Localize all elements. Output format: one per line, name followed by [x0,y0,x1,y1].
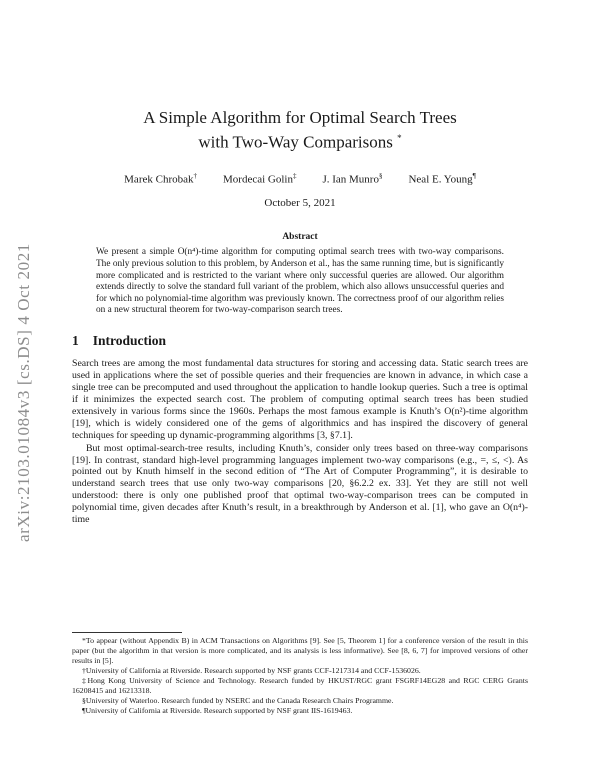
footnote-golin: ‡Hong Kong University of Science and Technology. Research funded by HKUST/RGC grant FSGRF14EG28 and RGC CERG Grants 16208415 and 16213318. [72,676,528,695]
title-line-2: with Two-Way Comparisons [198,132,393,152]
author-mark: ¶ [472,171,476,180]
author-chrobak [124,172,197,186]
author-name: Mordecai Golin [223,173,293,186]
author-munro [322,172,382,186]
author-list [72,172,528,186]
publication-date: October 5, 2021 [264,197,336,210]
footnote-title: *To appear (without Appendix B) in ACM Transactions on Algorithms [9]. See [5, Theorem 1] for a conference version of the result in this paper (but the algorithm in that version is more complicated, and its analysis is less informative). See [8, 6, 7] for improved versions of other results in [5]. [72,636,528,665]
footnote-divider [72,632,182,633]
footnote-chrobak: †University of California at Riverside. Research supported by NSF grants CCF-1217314 and CCF-1536026. [82,666,421,675]
author-golin [223,172,296,186]
author-mark: † [193,171,197,180]
author-name: Neal E. Young [408,173,473,186]
footnote-young: ¶University of California at Riverside. Research supported by NSF grant IIS-1619463. [82,706,353,715]
intro-paragraph-1: Search trees are among the most fundamental data structures for storing and accessing data. Static search trees are used in applications where the set of possible queries and their frequencies are known in advance, in which case a single tree can be precomputed and used throughout the application to handle lookup queries. Such a tree is optimal if it minimizes the expected search cost. The problem of computing optimal search trees has been studied extensively in various forms since the 1960s. Perhaps the most famous example is Knuth’s O(n²)-time algorithm [19], which is widely considered one of the gems of algorithmics and has inspired the discovery of general techniques for speeding up dynamic-programming algorithms [3, §7.1]. [72,357,528,441]
footnotes [72,636,528,716]
author-name: Marek Chrobak [124,173,194,186]
abstract-heading: Abstract [282,232,318,243]
author-mark: § [378,171,383,180]
title-footnote-mark: * [397,133,402,143]
section-title: Introduction [92,332,167,348]
paper-title [72,108,528,153]
intro-paragraph-2: But most optimal-search-tree results, including Knuth’s, consider only trees based on three-way comparisons [19]. In contrast, standard high-level programming languages implement two-way comparisons (e.g., =, ≤, <). As pointed out by Knuth himself in the second edition of “The Art of Computer Programming”, it is desirable to understand search trees that use only two-way comparisons [20, §6.2.2 ex. 33]. Yet they are still not well understood: there is only one published proof that optimal two-way-comparison trees can be computed in polynomial time, given decades after Knuth’s result, in a breakthrough by Anderson et al. [1], who gave an O(n⁴)-time [72,442,528,526]
author-mark: ‡ [292,171,297,180]
title-line-1: A Simple Algorithm for Optimal Search Trees [143,108,457,127]
footnote-munro: §University of Waterloo. Research funded by NSERC and the Canada Research Chairs Programme. [82,696,394,705]
section-number: 1 [72,332,79,348]
paper-front-page [72,108,528,526]
author-young [408,172,475,186]
author-name: J. Ian Munro [322,173,379,186]
section-heading-introduction [72,333,528,349]
abstract-text: We present a simple O(n⁴)-time algorithm for computing optimal search trees with two-way comparisons. The only previous solution to this problem, by Anderson et al., has the same running time, but is significantly more complicated and is restricted to the variant where only successful queries are allowed. Our algorithm extends directly to solve the standard full variant of the problem, which also allows unsuccessful queries and for which no polynomial-time algorithm was previously known. The correctness proof of our algorithm relies on a new structural theorem for two-way-comparison search trees. [96,247,504,316]
arxiv-identifier-stamp: arXiv:2103.01084v3 [cs.DS] 4 Oct 2021 [14,243,33,542]
